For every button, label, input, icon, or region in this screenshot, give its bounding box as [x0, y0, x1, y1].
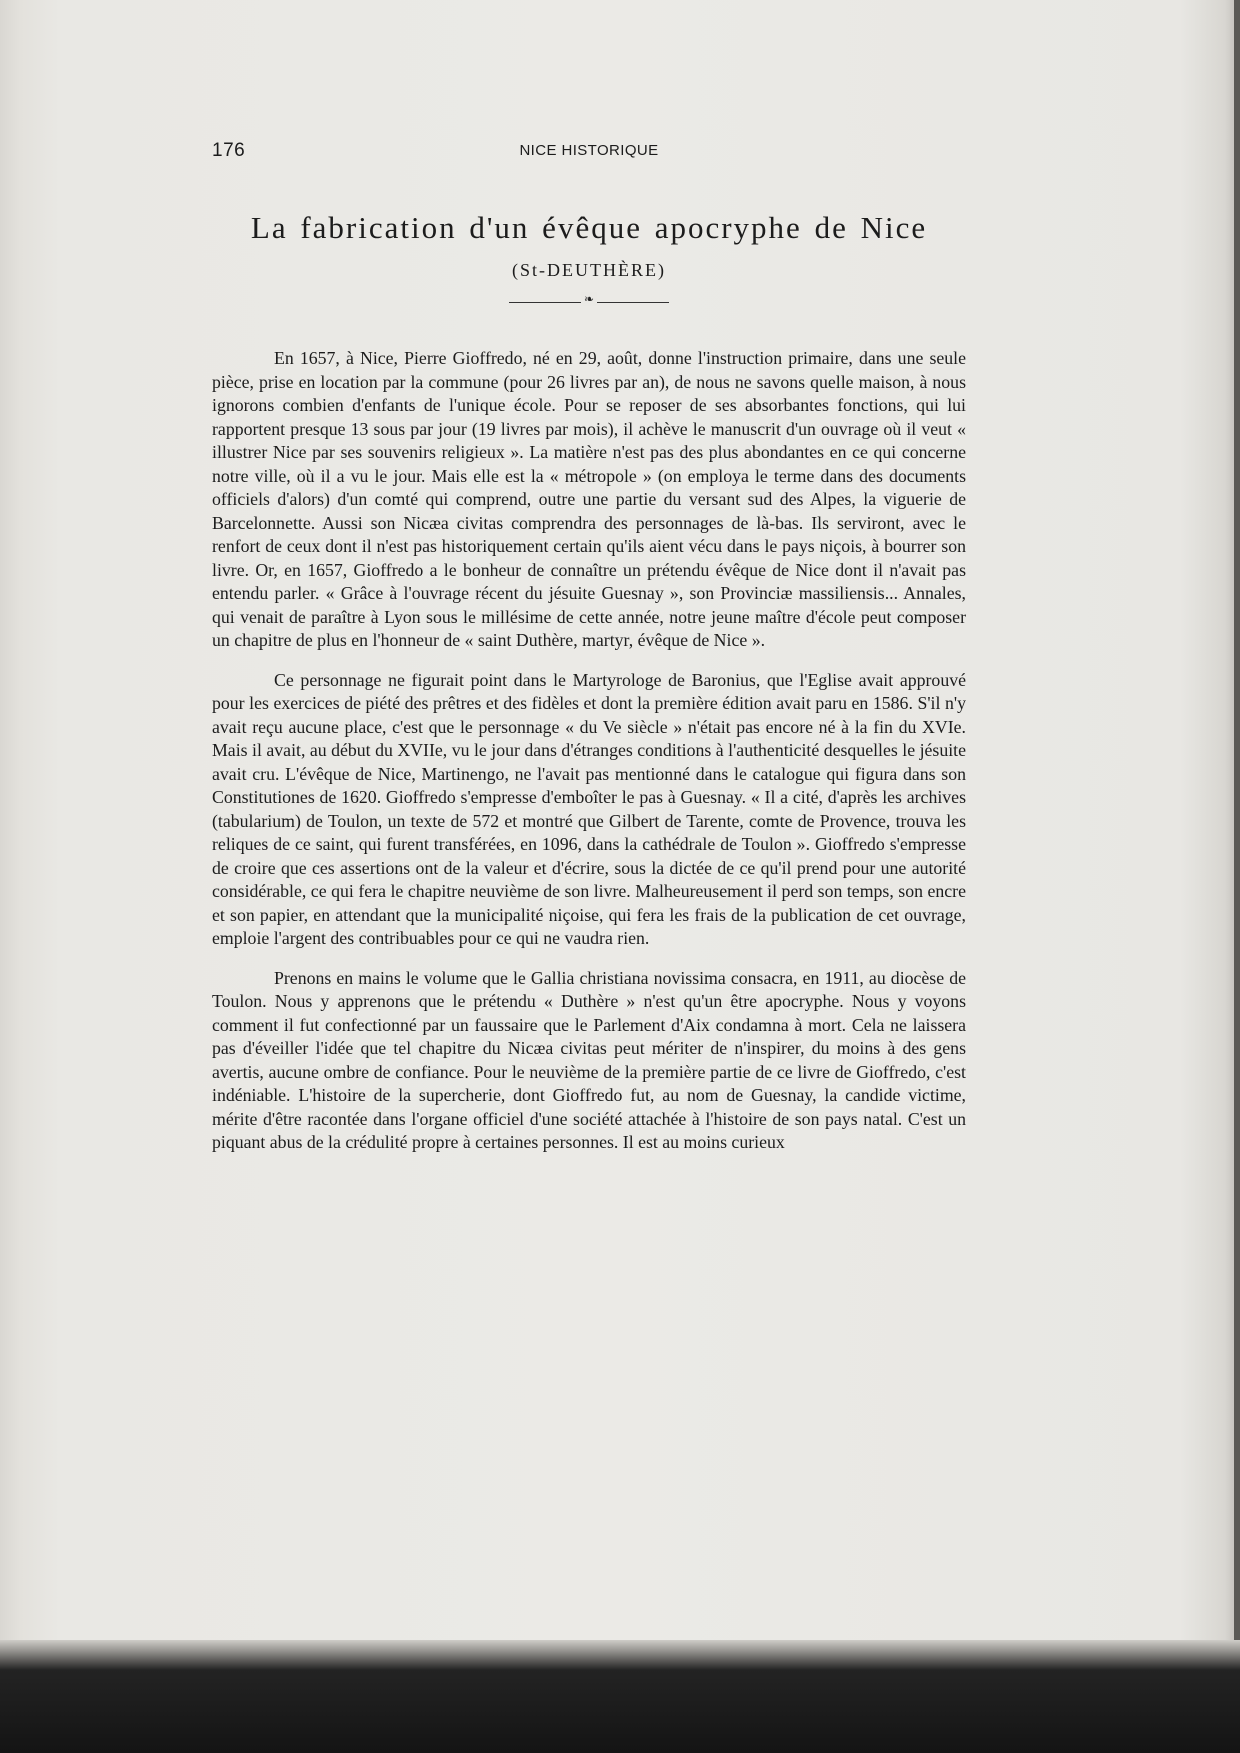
article-title: La fabrication d'un évêque apocryphe de Nice: [250, 210, 928, 245]
paragraph: Ce personnage ne figurait point dans le Martyrologe de Baronius, que l'Eglise avait approuvé pour les exercices de piété des prêtres et des fidèles et dont la première édition avait paru en 1586. S'il n'y avait reçu aucune place, c'est que le personnage « du Ve siècle » n'était pas encore né à la fin du XVIe. Mais il avait, au début du XVIIe, vu le jour dans d'étranges conditions à l'authenticité desquelles le jésuite avait cru. L'évêque de Nice, Martinengo, ne l'avait pas mentionné dans le catalogue qui figura dans son Constitutiones de 1620. Gioffredo s'empresse d'emboîter le pas à Guesnay. « Il a cité, d'après les archives (tabularium) de Toulon, un texte de 572 et montré que Gilbert de Tarente, comte de Provence, trouva les reliques de ce saint, qui furent transférées, en 1096, dans la cathédrale de Toulon ». Gioffredo s'empresse de croire que ces assertions ont de la valeur et d'écrire, sous la dictée de ce qu'il prend pour une autorité considérable, ce qui fera le chapitre neuvième de son livre. Malheureusement il perd son temps, son encre et son papier, en attendant que la municipalité niçoise, qui fera les frais de la publication de cet ouvrage, emploie l'argent des contribuables pour ce qui ne vaudra rien.: [212, 669, 966, 948]
running-head: [212, 140, 966, 166]
scan-bottom-shadow: [0, 1640, 1240, 1753]
paragraph: En 1657, à Nice, Pierre Gioffredo, né en 29, août, donne l'instruction primaire, dans une seule pièce, prise en location par la commune (pour 26 livres par an), de nous ne savons quelle maison, à nous ignorons combien d'enfants de l'unique école. Pour se reposer de ses absorbantes fonctions, qui lui rapportent presque 13 sous par jour (19 livres par mois), il achève le manuscrit d'un ouvrage où il veut « illustrer Nice par ses souvenirs religieux ». La matière n'est pas des plus abondantes en ce qui concerne notre ville, où il a vu le jour. Mais elle est la « métropole » (on employa le terme dans des documents officiels d'alors) d'un comté qui comprend, outre une partie du versant sud des Alpes, la viguerie de Barcelonnette. Aussi son Nicæa civitas comprendra des personnages de là-bas. Ils serviront, avec le renfort de ceux dont il n'est pas historiquement certain qu'ils aient vécu dans le pays niçois, à bourrer son livre. Or, en 1657, Gioffredo a le bonheur de connaître un prétendu évêque de Nice dont il n'avait pas entendu parler. « Grâce à l'ouvrage récent du jésuite Guesnay », son Provinciæ massiliensis... Annales, qui venait de paraître à Lyon sous le millésime de cette année, notre jeune maître d'école peut composer un chapitre de plus en l'honneur de « saint Duthère, martyr, évêque de Nice ».: [212, 348, 966, 650]
page-number: 176: [212, 140, 246, 161]
ornament-divider: [509, 292, 669, 309]
article-body: [212, 347, 966, 1155]
page-content: [212, 140, 966, 1171]
page-edge-shadow: [1234, 0, 1240, 1640]
fleuron-icon: ❧: [509, 292, 669, 307]
article-subtitle: (St-DEUTHÈRE): [512, 260, 666, 280]
paragraph: Prenons en mains le volume que le Gallia christiana novissima consacra, en 1911, au diocèse de Toulon. Nous y apprenons que le prétendu « Duthère » n'est qu'un être apocryphe. Nous y voyons comment il fut confectionné par un faussaire que le Parlement d'Aix condamna à mort. Cela ne laissera pas d'éveiller l'idée que tel chapitre du Nicæa civitas peut mériter de n'inspirer, du moins à des gens avertis, aucune ombre de confiance. Pour le neuvième de la première partie de ce livre de Gioffredo, c'est indéniable. L'histoire de la supercherie, dont Gioffredo fut, au nom de Guesnay, la candide victime, mérite d'être racontée dans l'organe officiel d'une société attachée à l'histoire de son pays natal. C'est un piquant abus de la crédulité propre à certaines personnes. Il est au moins curieux: [212, 967, 966, 1152]
journal-name: NICE HISTORIQUE: [519, 142, 659, 159]
